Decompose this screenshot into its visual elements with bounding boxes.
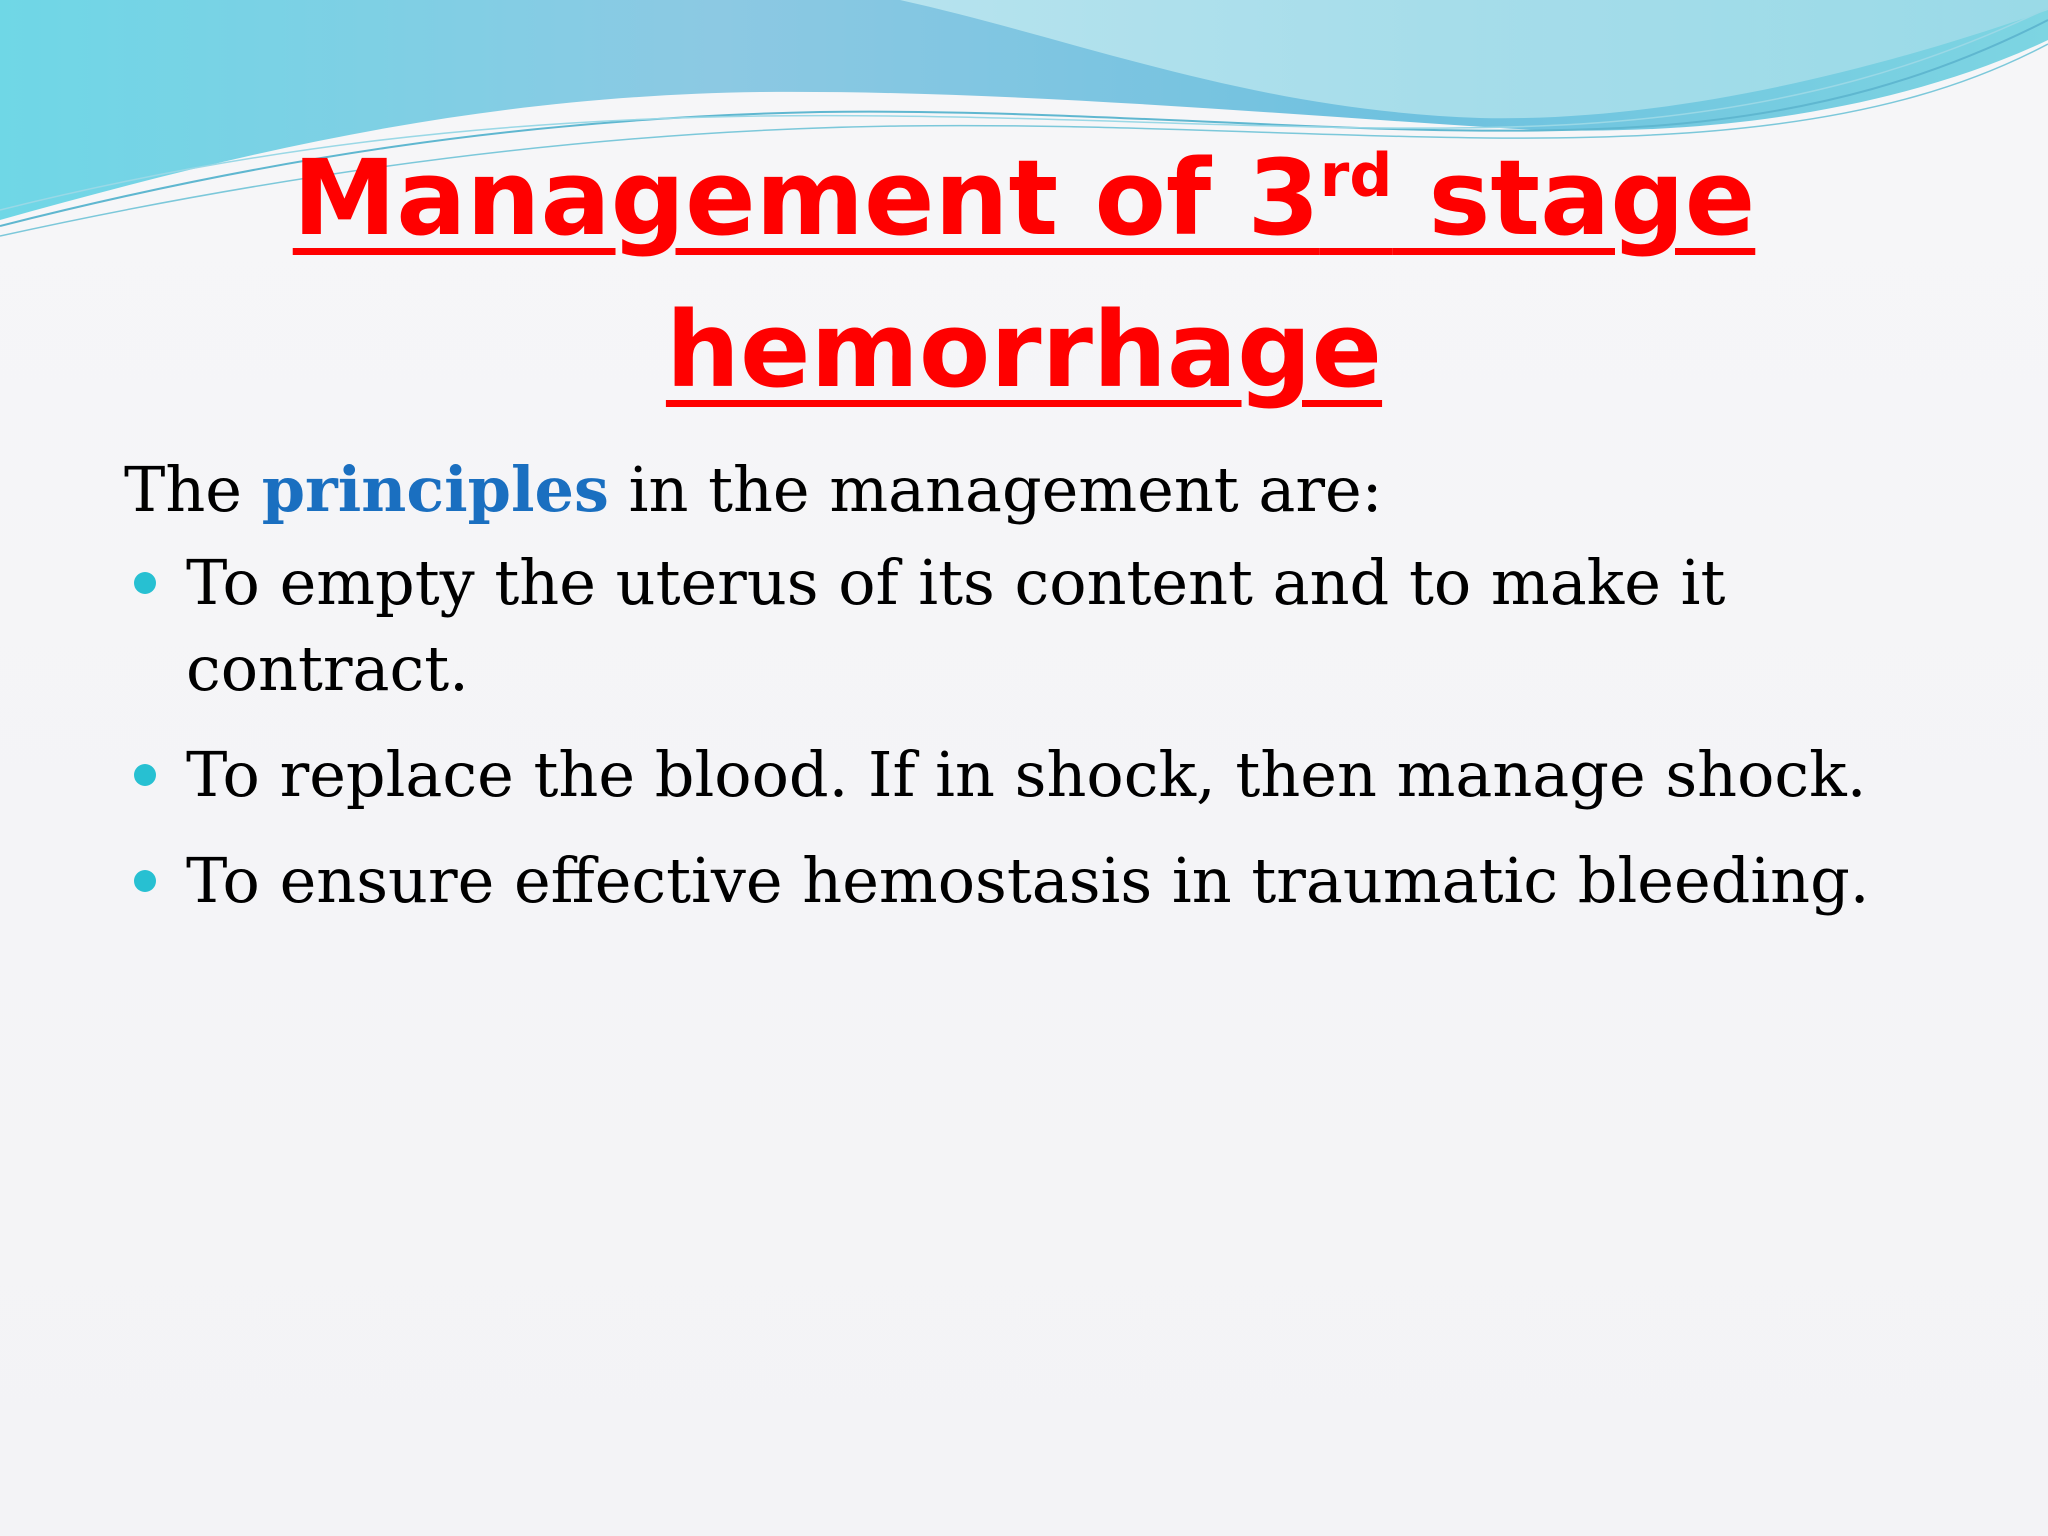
slide-body [124, 440, 1944, 924]
bullet-item [124, 732, 1944, 818]
title-line-1 [293, 137, 1756, 259]
intro-highlight: principles [261, 453, 609, 526]
bullet-item [124, 540, 1944, 712]
bullet-text: To ensure effective hemostasis in traumatic bleeding. [186, 844, 1870, 917]
slide-title [0, 122, 2048, 426]
title-superscript: rd [1319, 141, 1393, 211]
bullet-text: To replace the blood. If in shock, then manage shock. [186, 738, 1867, 811]
intro-after: in the management are: [608, 453, 1383, 526]
bullet-list [124, 540, 1944, 924]
bullet-dot-icon [134, 764, 156, 786]
bullet-dot-icon [134, 572, 156, 594]
bullet-item [124, 838, 1944, 924]
title-part-2: stage [1392, 137, 1756, 259]
title-line-2: hemorrhage [665, 289, 1383, 411]
title-part-1: Management of 3 [292, 137, 1320, 259]
intro-text [124, 440, 1944, 540]
bullet-text: To empty the uterus of its content and to make it contract. [186, 546, 1726, 705]
intro-before: The [124, 453, 262, 526]
bullet-dot-icon [134, 870, 156, 892]
